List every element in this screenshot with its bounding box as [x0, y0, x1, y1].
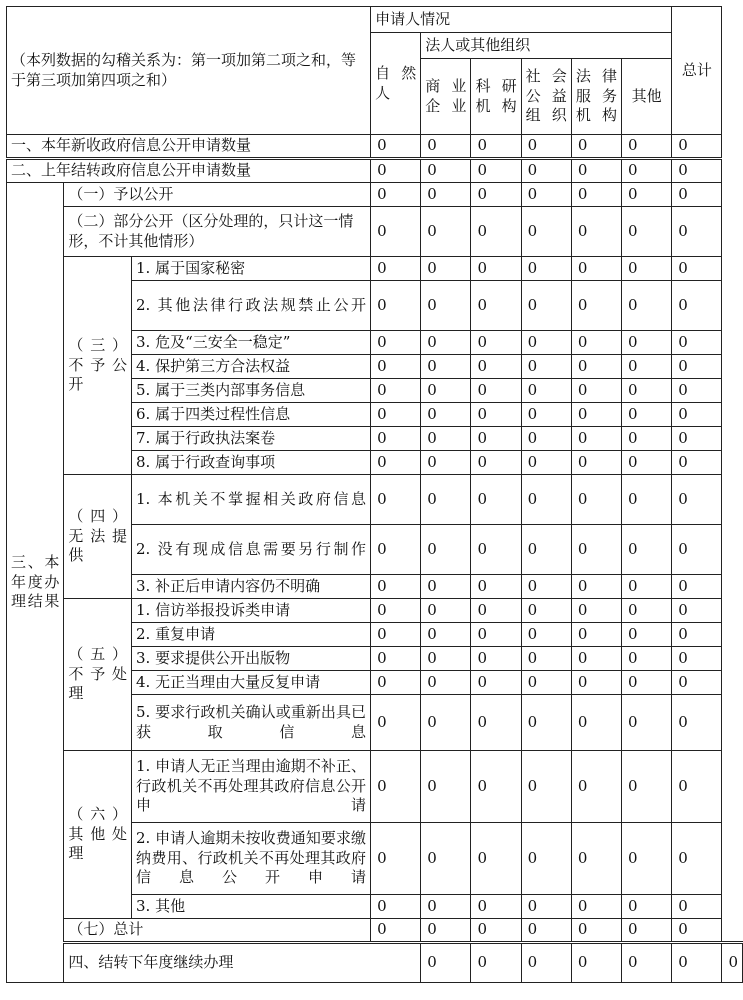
cell-value: 0	[521, 647, 571, 671]
cell-value: 0	[622, 281, 672, 331]
cell-value: 0	[521, 257, 571, 281]
cell-value: 0	[371, 403, 421, 427]
cell-value: 0	[722, 943, 743, 983]
cell-value: 0	[421, 823, 471, 895]
header-social: 社会公益组织	[521, 59, 571, 135]
cell-value: 0	[622, 403, 672, 427]
cell-value: 0	[571, 695, 621, 751]
cell-value: 0	[622, 751, 672, 823]
cell-value: 0	[571, 355, 621, 379]
cell-value: 0	[371, 575, 421, 599]
cell-value: 0	[471, 159, 521, 183]
cell-value: 0	[371, 647, 421, 671]
cell-value: 0	[571, 379, 621, 403]
cell-value: 0	[622, 943, 672, 983]
cell-value: 0	[471, 671, 521, 695]
cell-value: 0	[571, 207, 621, 257]
cell-value: 0	[371, 623, 421, 647]
row-label: 二、上年结转政府信息公开申请数量	[7, 159, 371, 183]
header-business: 商业企业	[421, 59, 471, 135]
cell-value: 0	[521, 331, 571, 355]
cell-value: 0	[421, 281, 471, 331]
cell-value: 0	[571, 475, 621, 525]
row-carried-over	[7, 159, 743, 183]
cell-value: 0	[571, 403, 621, 427]
cell-value: 0	[471, 135, 521, 159]
row-label: 1. 本机关不掌握相关政府信息	[132, 475, 371, 525]
cell-value: 0	[521, 895, 571, 919]
row-otherproc-1	[7, 751, 743, 823]
cell-value: 0	[421, 647, 471, 671]
cell-value: 0	[371, 207, 421, 257]
cell-value: 0	[622, 427, 672, 451]
row-label: 一、本年新收政府信息公开申请数量	[7, 135, 371, 159]
cell-value: 0	[622, 575, 672, 599]
cell-value: 0	[471, 695, 521, 751]
cell-value: 0	[571, 919, 621, 943]
cell-value: 0	[471, 525, 521, 575]
cell-value: 0	[521, 379, 571, 403]
cell-value: 0	[521, 671, 571, 695]
cell-value: 0	[622, 159, 672, 183]
cell-value: 0	[421, 183, 471, 207]
cell-value: 0	[672, 159, 722, 183]
cell-value: 0	[471, 823, 521, 895]
cell-value: 0	[421, 451, 471, 475]
cell-value: 0	[471, 257, 521, 281]
row-partial-open	[7, 207, 743, 257]
cell-value: 0	[571, 647, 621, 671]
cell-value: 0	[421, 331, 471, 355]
cell-value: 0	[672, 427, 722, 451]
cell-value: 0	[622, 895, 672, 919]
cell-value: 0	[571, 427, 621, 451]
header-total: 总计	[672, 7, 722, 135]
row-label: 1. 信访举报投诉类申请	[132, 599, 371, 623]
cell-value: 0	[622, 207, 672, 257]
cell-value: 0	[471, 427, 521, 451]
cell-value: 0	[622, 183, 672, 207]
cell-value: 0	[571, 281, 621, 331]
cell-value: 0	[371, 919, 421, 943]
cell-value: 0	[421, 895, 471, 919]
row-label: 4. 无正当理由大量反复申请	[132, 671, 371, 695]
cell-value: 0	[622, 257, 672, 281]
cell-value: 0	[371, 823, 421, 895]
cell-value: 0	[571, 525, 621, 575]
cell-value: 0	[672, 183, 722, 207]
row-refuse-1	[7, 257, 743, 281]
row-label: 四、结转下年度继续办理	[64, 943, 421, 983]
row-label: 2. 其他法律行政法规禁止公开	[132, 281, 371, 331]
row-label: 3. 其他	[132, 895, 371, 919]
cell-value: 0	[622, 451, 672, 475]
row-label: 1. 申请人无正当理由逾期不补正、行政机关不再处理其政府信息公开申请	[132, 751, 371, 823]
cell-value: 0	[571, 451, 621, 475]
cell-value: 0	[371, 599, 421, 623]
cell-value: 0	[521, 159, 571, 183]
cell-value: 0	[471, 475, 521, 525]
header-other: 其他	[622, 59, 672, 135]
cell-value: 0	[371, 331, 421, 355]
row-label: 3. 危及“三安全一稳定”	[132, 331, 371, 355]
cell-value: 0	[371, 183, 421, 207]
cell-value: 0	[371, 379, 421, 403]
cell-value: 0	[521, 525, 571, 575]
cell-value: 0	[672, 207, 722, 257]
cell-value: 0	[421, 475, 471, 525]
noprocess-group-label: （五）不予处理	[64, 599, 132, 751]
cell-value: 0	[571, 183, 621, 207]
row-total	[7, 919, 743, 943]
cell-value: 0	[521, 695, 571, 751]
cell-value: 0	[421, 159, 471, 183]
cell-value: 0	[672, 525, 722, 575]
cell-value: 0	[571, 159, 621, 183]
row-label: 6. 属于四类过程性信息	[132, 403, 371, 427]
cell-value: 0	[571, 671, 621, 695]
row-label: 2. 没有现成信息需要另行制作	[132, 525, 371, 575]
row-label: （二）部分公开（区分处理的，只计这一情形，不计其他情形）	[64, 207, 371, 257]
cell-value: 0	[521, 451, 571, 475]
cell-value: 0	[672, 379, 722, 403]
cell-value: 0	[622, 135, 672, 159]
cell-value: 0	[471, 575, 521, 599]
cell-value: 0	[371, 355, 421, 379]
cell-value: 0	[672, 943, 722, 983]
cell-value: 0	[672, 403, 722, 427]
row-label: 3. 补正后申请内容仍不明确	[132, 575, 371, 599]
cell-value: 0	[421, 207, 471, 257]
row-new-applications	[7, 135, 743, 159]
cell-value: 0	[471, 403, 521, 427]
cell-value: 0	[622, 695, 672, 751]
cell-value: 0	[672, 751, 722, 823]
row-noprocess-1	[7, 599, 743, 623]
cell-value: 0	[521, 403, 571, 427]
row-label: （七）总计	[64, 919, 371, 943]
row-label: 3. 要求提供公开出版物	[132, 647, 371, 671]
cell-value: 0	[371, 135, 421, 159]
cell-value: 0	[471, 281, 521, 331]
cell-value: 0	[371, 751, 421, 823]
row-label: （一）予以公开	[64, 183, 371, 207]
row-label: 2. 申请人逾期未按收费通知要求缴纳费用、行政机关不再处理其政府信息公开申请	[132, 823, 371, 895]
cell-value: 0	[521, 623, 571, 647]
cell-value: 0	[672, 599, 722, 623]
cell-value: 0	[421, 135, 471, 159]
cell-value: 0	[622, 823, 672, 895]
cell-value: 0	[672, 695, 722, 751]
row-label: 8. 属于行政查询事项	[132, 451, 371, 475]
cell-value: 0	[471, 379, 521, 403]
cell-value: 0	[521, 919, 571, 943]
cell-value: 0	[521, 599, 571, 623]
cell-value: 0	[471, 751, 521, 823]
header-natural-person: 自然人	[371, 33, 421, 135]
refuse-group-label: （三）不予公开	[64, 257, 132, 475]
cell-value: 0	[672, 281, 722, 331]
cell-value: 0	[521, 475, 571, 525]
cell-value: 0	[521, 183, 571, 207]
row-open	[7, 183, 743, 207]
cell-value: 0	[371, 671, 421, 695]
cell-value: 0	[672, 475, 722, 525]
header-note: （本列数据的勾稽关系为：第一项加第二项之和，等于第三项加第四项之和）	[7, 7, 371, 135]
cell-value: 0	[371, 525, 421, 575]
cell-value: 0	[622, 623, 672, 647]
cell-value: 0	[421, 671, 471, 695]
cell-value: 0	[571, 135, 621, 159]
cell-value: 0	[421, 403, 471, 427]
cell-value: 0	[672, 647, 722, 671]
row-label: 2. 重复申请	[132, 623, 371, 647]
row-label: 4. 保护第三方合法权益	[132, 355, 371, 379]
cell-value: 0	[672, 671, 722, 695]
cell-value: 0	[421, 943, 471, 983]
cell-value: 0	[571, 943, 621, 983]
row-label: 7. 属于行政执法案卷	[132, 427, 371, 451]
cell-value: 0	[421, 623, 471, 647]
cell-value: 0	[471, 943, 521, 983]
row-next-year	[7, 943, 743, 983]
cell-value: 0	[571, 751, 621, 823]
row-label: 1. 属于国家秘密	[132, 257, 371, 281]
cell-value: 0	[622, 647, 672, 671]
cell-value: 0	[521, 751, 571, 823]
row-label: 5. 属于三类内部事务信息	[132, 379, 371, 403]
cell-value: 0	[521, 575, 571, 599]
result-group-label: 三、本年度办理结果	[7, 183, 64, 983]
cell-value: 0	[421, 599, 471, 623]
cell-value: 0	[421, 695, 471, 751]
cell-value: 0	[571, 823, 621, 895]
header-law: 法律服务机构	[571, 59, 621, 135]
cell-value: 0	[421, 751, 471, 823]
header-research: 科研机构	[471, 59, 521, 135]
row-label: 5. 要求行政机关确认或重新出具已获取信息	[132, 695, 371, 751]
cell-value: 0	[672, 331, 722, 355]
cell-value: 0	[521, 281, 571, 331]
cell-value: 0	[471, 919, 521, 943]
cell-value: 0	[371, 427, 421, 451]
cell-value: 0	[571, 895, 621, 919]
cell-value: 0	[622, 919, 672, 943]
cell-value: 0	[672, 895, 722, 919]
cell-value: 0	[571, 575, 621, 599]
cell-value: 0	[421, 575, 471, 599]
cell-value: 0	[371, 281, 421, 331]
cell-value: 0	[371, 695, 421, 751]
cell-value: 0	[571, 599, 621, 623]
cell-value: 0	[371, 159, 421, 183]
cell-value: 0	[672, 919, 722, 943]
cell-value: 0	[672, 623, 722, 647]
cell-value: 0	[371, 475, 421, 525]
cell-value: 0	[471, 207, 521, 257]
cell-value: 0	[571, 623, 621, 647]
cell-value: 0	[371, 257, 421, 281]
cell-value: 0	[571, 257, 621, 281]
cell-value: 0	[471, 895, 521, 919]
disclosure-statistics-table	[6, 6, 743, 983]
cell-value: 0	[521, 823, 571, 895]
header-applicant: 申请人情况	[371, 7, 672, 33]
unable-group-label: （四）无法提供	[64, 475, 132, 599]
cell-value: 0	[471, 355, 521, 379]
cell-value: 0	[471, 599, 521, 623]
cell-value: 0	[471, 331, 521, 355]
cell-value: 0	[672, 355, 722, 379]
row-unable-1	[7, 475, 743, 525]
cell-value: 0	[421, 427, 471, 451]
cell-value: 0	[571, 331, 621, 355]
cell-value: 0	[521, 355, 571, 379]
cell-value: 0	[421, 379, 471, 403]
cell-value: 0	[672, 257, 722, 281]
cell-value: 0	[521, 135, 571, 159]
cell-value: 0	[421, 525, 471, 575]
cell-value: 0	[622, 599, 672, 623]
cell-value: 0	[622, 331, 672, 355]
cell-value: 0	[471, 451, 521, 475]
cell-value: 0	[471, 183, 521, 207]
cell-value: 0	[371, 895, 421, 919]
cell-value: 0	[622, 355, 672, 379]
cell-value: 0	[672, 823, 722, 895]
cell-value: 0	[471, 647, 521, 671]
cell-value: 0	[421, 257, 471, 281]
cell-value: 0	[622, 475, 672, 525]
cell-value: 0	[672, 575, 722, 599]
cell-value: 0	[421, 355, 471, 379]
cell-value: 0	[672, 451, 722, 475]
cell-value: 0	[622, 671, 672, 695]
cell-value: 0	[622, 379, 672, 403]
cell-value: 0	[521, 207, 571, 257]
cell-value: 0	[672, 135, 722, 159]
cell-value: 0	[371, 451, 421, 475]
cell-value: 0	[622, 525, 672, 575]
cell-value: 0	[471, 623, 521, 647]
header-legal-entity: 法人或其他组织	[421, 33, 672, 59]
cell-value: 0	[521, 427, 571, 451]
otherproc-group-label: （六）其他处理	[64, 751, 132, 919]
cell-value: 0	[521, 943, 571, 983]
cell-value: 0	[421, 919, 471, 943]
